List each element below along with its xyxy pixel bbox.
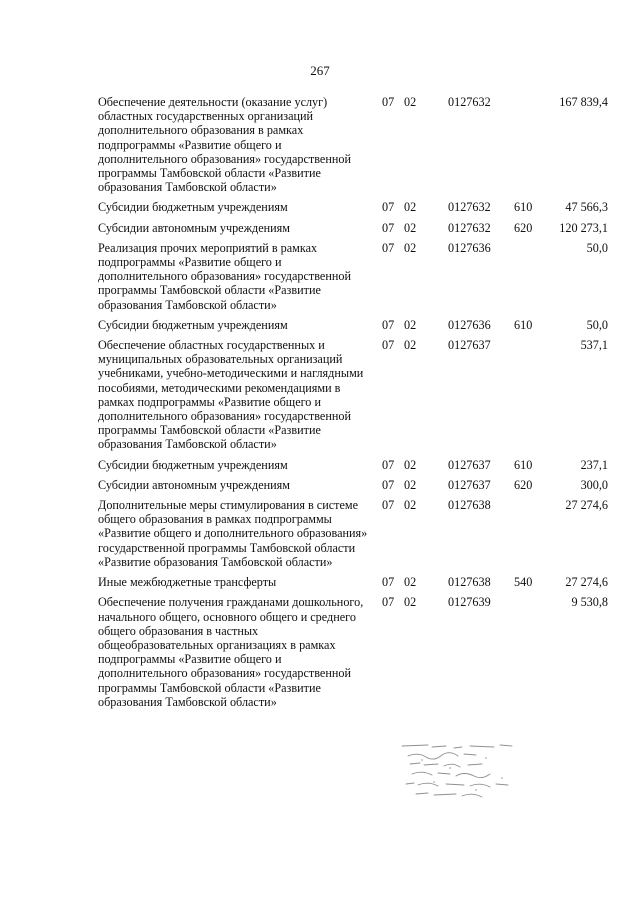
table-row	[98, 458, 608, 472]
row-expense-type: 620	[514, 477, 533, 492]
row-expense-type: 610	[514, 200, 533, 215]
row-amount: 237,1	[580, 457, 608, 472]
row-subsection: 02	[404, 200, 417, 215]
row-section: 07	[382, 575, 395, 590]
row-name: Реализация прочих мероприятий в рамках подпрограммы «Развитие общего и дополнительного образования» государственной программы Тамбовской области «Развитие образования Тамбовской области»	[98, 240, 351, 312]
row-target-article: 0127637	[448, 338, 491, 353]
table-row	[98, 498, 608, 569]
row-target-article: 0127636	[448, 240, 491, 255]
signature-stamp-mark	[398, 738, 518, 808]
row-subsection: 02	[404, 477, 417, 492]
row-section: 07	[382, 95, 395, 109]
table-row	[98, 575, 608, 589]
row-amount: 9 530,8	[571, 595, 608, 610]
table-row	[98, 338, 608, 452]
row-amount: 27 274,6	[565, 575, 608, 590]
row-name: Иные межбюджетные трансферты	[98, 575, 277, 590]
row-name: Обеспечение получения гражданами дошкольного, начального общего, основного общего и среднего общего образования в частных общеобразовательных организациях в рамках подпрограммы «Развитие общего и дополнительного образования» государственной программы Тамбовской области «Развитие образования Тамбовской области»	[98, 595, 364, 709]
row-expense-type: 620	[514, 220, 533, 235]
row-amount: 50,0	[586, 317, 608, 332]
row-expense-type: 610	[514, 317, 533, 332]
row-name: Обеспечение областных государственных и муниципальных образовательных организаций учебниками, учебно-методическими и наглядными пособиями, методическими рекомендациями в рамках подпрограммы «Развитие общего и дополнительного образования» государственной программы Тамбовской области «Развитие образования Тамбовской области»	[98, 338, 364, 452]
row-target-article: 0127638	[448, 575, 491, 590]
row-target-article: 0127637	[448, 477, 491, 492]
row-amount: 27 274,6	[565, 498, 608, 513]
row-target-article: 0127632	[448, 200, 491, 215]
row-amount: 537,1	[580, 338, 608, 353]
row-name: Субсидии бюджетным учреждениям	[98, 200, 288, 215]
budget-table	[98, 95, 608, 715]
table-row	[98, 478, 608, 492]
table-row	[98, 200, 608, 214]
row-amount: 47 566,3	[565, 200, 608, 215]
row-amount: 50,0	[586, 240, 608, 255]
row-section: 07	[382, 338, 395, 353]
page-number: 267	[310, 63, 330, 78]
row-subsection: 02	[404, 575, 417, 590]
row-name: Субсидии автономным учреждениям	[98, 477, 290, 492]
row-name: Субсидии автономным учреждениям	[98, 220, 290, 235]
table-row	[98, 95, 608, 194]
row-section: 07	[382, 595, 395, 610]
row-section: 07	[382, 498, 395, 513]
row-target-article: 0127632	[448, 95, 491, 109]
row-section: 07	[382, 457, 395, 472]
row-target-article: 0127639	[448, 595, 491, 610]
row-amount: 167 839,4	[559, 95, 608, 109]
row-subsection: 02	[404, 498, 417, 513]
row-subsection: 02	[404, 317, 417, 332]
row-subsection: 02	[404, 240, 417, 255]
table-row	[98, 221, 608, 235]
row-section: 07	[382, 317, 395, 332]
row-subsection: 02	[404, 338, 417, 353]
row-subsection: 02	[404, 95, 417, 109]
row-name: Дополнительные меры стимулирования в системе общего образования в рамках подпрограммы «Развитие общего и дополнительного образования» государственной программы Тамбовской области «Развитие образования Тамбовской области»	[98, 498, 368, 569]
table-row	[98, 241, 608, 312]
table-row	[98, 595, 608, 709]
row-section: 07	[382, 200, 395, 215]
row-subsection: 02	[404, 220, 417, 235]
row-name: Обеспечение деятельности (оказание услуг) областных государственных организаций дополнительного образования в рамках подпрограммы «Развитие общего и дополнительного образования» государственной программы Тамбовской области «Развитие образования Тамбовской области»	[98, 95, 351, 195]
row-expense-type: 540	[514, 575, 533, 590]
row-amount: 300,0	[580, 477, 608, 492]
row-name: Субсидии бюджетным учреждениям	[98, 317, 288, 332]
row-name: Субсидии бюджетным учреждениям	[98, 457, 288, 472]
row-expense-type: 610	[514, 457, 533, 472]
row-target-article: 0127637	[448, 457, 491, 472]
table-row	[98, 318, 608, 332]
row-target-article: 0127632	[448, 220, 491, 235]
row-target-article: 0127638	[448, 498, 491, 513]
row-amount: 120 273,1	[559, 220, 608, 235]
row-section: 07	[382, 220, 395, 235]
row-section: 07	[382, 477, 395, 492]
row-subsection: 02	[404, 457, 417, 472]
row-section: 07	[382, 240, 395, 255]
row-target-article: 0127636	[448, 317, 491, 332]
row-subsection: 02	[404, 595, 417, 610]
